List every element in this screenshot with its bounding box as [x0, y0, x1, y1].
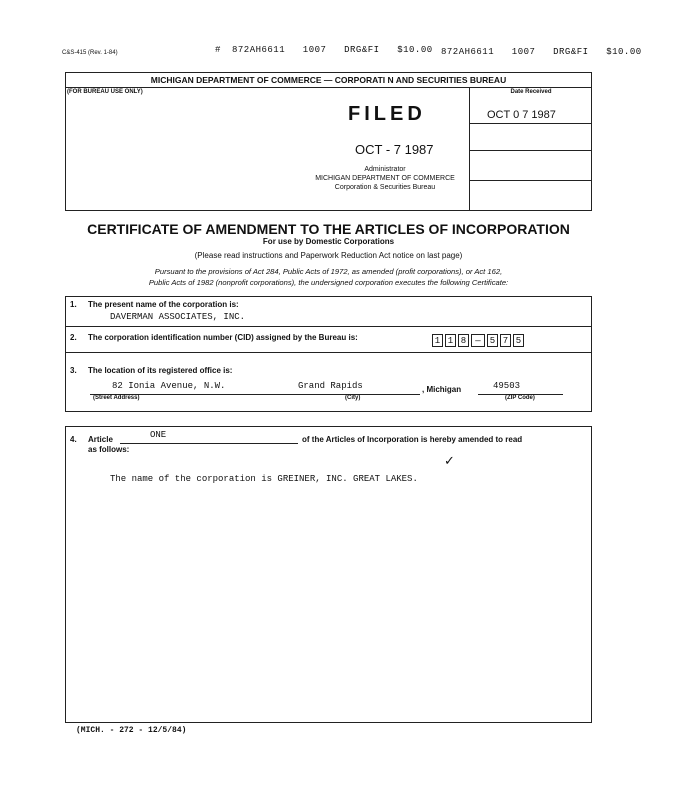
- cid-digit: 8: [458, 334, 469, 347]
- cid-digit: 5: [513, 334, 524, 347]
- cid-boxes: [432, 330, 526, 348]
- certificate-subtitle: For use by Domestic Corporations: [262, 237, 395, 246]
- cid-digit: 1: [432, 334, 443, 347]
- date-received-stamp: OCT 0 7 1987: [487, 109, 556, 121]
- item2-number: 2.: [70, 333, 77, 342]
- zip-value: 49503: [493, 381, 521, 391]
- cid-dash: —: [471, 334, 485, 347]
- pursuant-line-2: Public Acts of 1982 (nonprofit corporations), the undersigned corporation executes the following Certificate:: [148, 278, 509, 287]
- bureau-title: MICHIGAN DEPARTMENT OF COMMERCE — CORPORATI N AND SECURITIES BUREAU: [150, 75, 507, 85]
- form-code: C&S-415 (Rev. 1-84): [62, 50, 118, 56]
- certificate-title: CERTIFICATE OF AMENDMENT TO THE ARTICLES OF INCORPORATION: [87, 221, 570, 237]
- fee-stamp-right: 872AH6611 1007 DRG&FI $10.00: [441, 47, 642, 57]
- stamp-hash: #: [215, 45, 221, 55]
- article-item-number: 4.: [70, 435, 77, 444]
- filed-date: OCT - 7 1987: [355, 142, 434, 157]
- item1-number: 1.: [70, 300, 77, 309]
- article-word: Article: [88, 435, 113, 444]
- as-follows: as follows:: [88, 445, 130, 454]
- date-received-label: Date Received: [510, 89, 552, 95]
- pursuant-line-1: Pursuant to the provisions of Act 284, Public Acts of 1972, as amended (profit corporations), or Act 162,: [154, 267, 503, 276]
- cid-digit: 1: [445, 334, 456, 347]
- state-label: , Michigan: [422, 385, 462, 394]
- cid-digit: 5: [487, 334, 498, 347]
- corporation-name-value: DAVERMAN ASSOCIATES, INC.: [110, 312, 246, 322]
- amendment-text: The name of the corporation is GREINER, INC. GREAT LAKES.: [110, 474, 418, 484]
- street-caption: (Street Address): [93, 395, 140, 401]
- admin-dept: MICHIGAN DEPARTMENT OF COMMERCE: [315, 175, 455, 182]
- filed-stamp: FILED: [348, 103, 426, 125]
- amend-text: of the Articles of Incorporation is hereby amended to read: [302, 435, 523, 444]
- zip-caption: (ZIP Code): [505, 395, 535, 401]
- bureau-use-label: (FOR BUREAU USE ONLY): [67, 89, 143, 95]
- admin-bureau: Corporation & Securities Bureau: [334, 184, 436, 191]
- form-number: (MICH. - 272 - 12/5/84): [76, 726, 187, 735]
- item1-label: The present name of the corporation is:: [88, 300, 239, 309]
- article-number-value: ONE: [150, 430, 167, 440]
- fee-stamp-left: 872AH6611 1007 DRG&FI $10.00: [232, 45, 433, 55]
- street-address-value: 82 Ionia Avenue, N.W.: [112, 381, 226, 391]
- city-value: Grand Rapids: [298, 381, 363, 391]
- paperwork-notice: (Please read instructions and Paperwork Reduction Act notice on last page): [194, 251, 463, 260]
- item3-label: The location of its registered office is:: [88, 366, 233, 375]
- item2-label: The corporation identification number (CID) assigned by the Bureau is:: [88, 333, 358, 342]
- item3-number: 3.: [70, 366, 77, 375]
- cid-digit: 7: [500, 334, 511, 347]
- article-box: [65, 426, 592, 723]
- check-mark: ✓: [444, 453, 455, 468]
- administrator-label: Administrator: [364, 166, 406, 173]
- city-caption: (City): [345, 395, 361, 401]
